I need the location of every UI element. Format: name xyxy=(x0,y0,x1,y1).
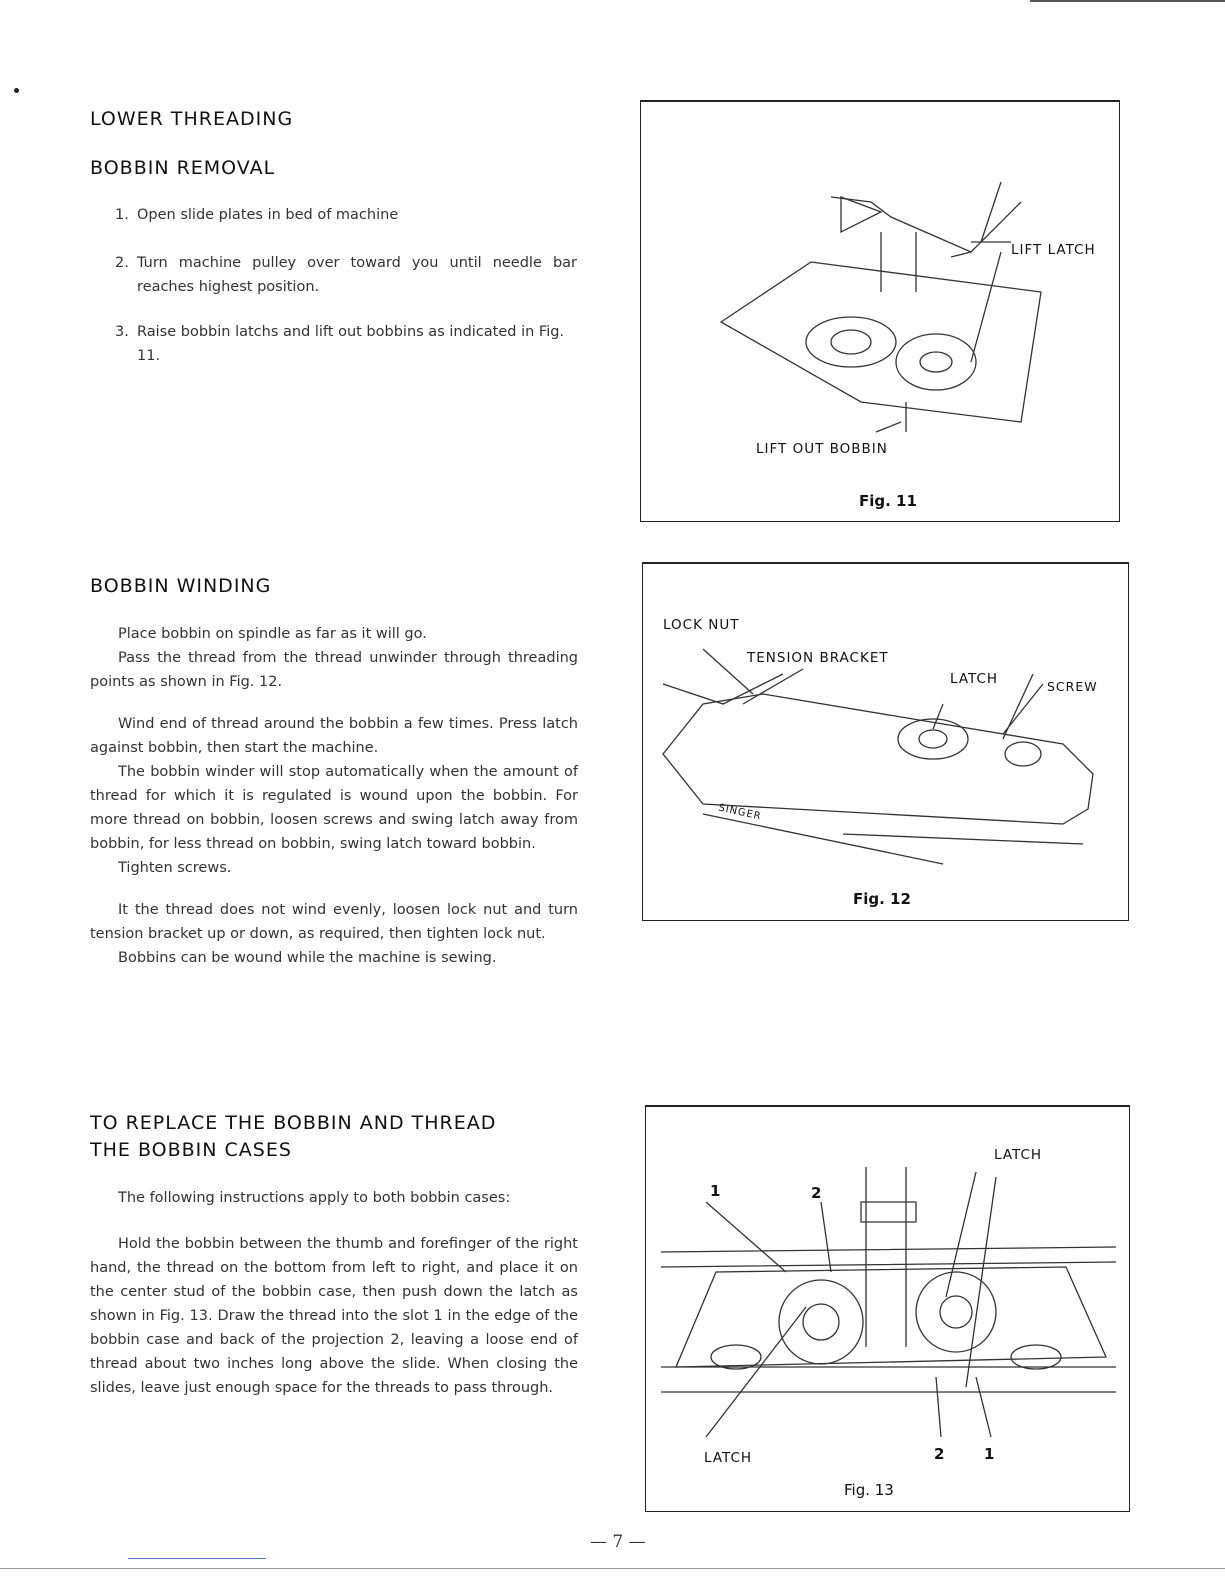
scan-mark xyxy=(0,1568,1225,1569)
label-lift-out-bobbin: LIFT OUT BOBBIN xyxy=(756,441,888,457)
figure-13 xyxy=(645,1105,1130,1512)
scan-mark xyxy=(14,88,19,93)
label-slot-1: 1 xyxy=(710,1182,722,1200)
figure-caption: Fig. 11 xyxy=(859,492,917,510)
heading-replace-bobbin-1: TO REPLACE THE BOBBIN AND THREAD xyxy=(90,1112,497,1134)
paragraph: Tighten screws. xyxy=(118,860,232,876)
step-number: 1. xyxy=(115,207,129,223)
paragraph: Pass the thread from the thread unwinder through threading points as shown in Fig. 12. xyxy=(90,650,578,690)
paragraph: The following instructions apply to both bobbin cases: xyxy=(118,1190,511,1206)
bobbin-removal-illustration xyxy=(641,102,1119,521)
label-screw: SCREW xyxy=(1047,679,1098,694)
paragraph: Bobbins can be wound while the machine is sewing. xyxy=(118,950,497,966)
heading-bobbin-winding: BOBBIN WINDING xyxy=(90,575,272,597)
label-projection-2: 2 xyxy=(811,1184,823,1202)
label-projection-2-right: 2 xyxy=(934,1445,946,1463)
paragraph: The bobbin winder will stop automatically when the amount of thread for which it is regulated is wound upon the bobbin. For more thread on bobbin, loosen screws and swing latch away from bobbin, for less thread on bobbin, swing latch toward bobbin. xyxy=(90,764,578,852)
step-text: Raise bobbin latchs and lift out bobbins as indicated in Fig. 11. xyxy=(137,324,565,364)
scan-mark xyxy=(128,1558,266,1559)
figure-caption: Fig. 13 xyxy=(844,1481,894,1499)
page-number: — 7 — xyxy=(590,1532,646,1552)
step-text: Turn machine pulley over toward you until needle bar reaches highest position. xyxy=(137,255,577,295)
paragraph: Wind end of thread around the bobbin a few times. Press latch against bobbin, then start the machine. xyxy=(90,716,578,756)
figure-11 xyxy=(640,100,1120,522)
step-text: Open slide plates in bed of machine xyxy=(137,207,399,223)
label-tension-bracket: TENSION BRACKET xyxy=(747,650,889,666)
label-latch-top: LATCH xyxy=(994,1147,1043,1163)
heading-lower-threading: LOWER THREADING xyxy=(90,108,294,130)
paragraph: Place bobbin on spindle as far as it will go. xyxy=(118,626,427,642)
list-item xyxy=(115,320,577,368)
heading-bobbin-removal: BOBBIN REMOVAL xyxy=(90,157,276,179)
paragraph: It the thread does not wind evenly, loosen lock nut and turn tension bracket up or down, as required, then tighten lock nut. xyxy=(90,902,578,942)
bobbin-winding-text xyxy=(90,622,578,970)
label-slot-1-right: 1 xyxy=(984,1445,996,1463)
list-item xyxy=(115,251,577,299)
step-number: 2. xyxy=(115,255,129,271)
label-latch: LATCH xyxy=(950,671,999,687)
replace-bobbin-text xyxy=(90,1186,578,1400)
label-lift-latch: LIFT LATCH xyxy=(1011,242,1096,258)
step-number: 3. xyxy=(115,324,129,340)
label-lock-nut: LOCK NUT xyxy=(663,617,740,633)
list-item xyxy=(115,203,577,227)
figure-12 xyxy=(642,562,1129,921)
scan-mark xyxy=(1030,0,1225,2)
figure-caption: Fig. 12 xyxy=(853,890,911,908)
brand-logo: SINGER xyxy=(717,802,763,823)
label-latch-bottom: LATCH xyxy=(704,1450,753,1466)
heading-replace-bobbin-2: THE BOBBIN CASES xyxy=(90,1139,292,1161)
paragraph: Hold the bobbin between the thumb and forefinger of the right hand, the thread on the bottom from left to right, and place it on the center stud of the bobbin case, then push down the latch as shown in Fig. 13. Draw the thread into the slot 1 in the edge of the bobbin case and back of the projection 2, leaving a loose end of thread about two inches long above the slide. When closing the slides, leave just enough space for the threads to pass through. xyxy=(90,1236,578,1396)
